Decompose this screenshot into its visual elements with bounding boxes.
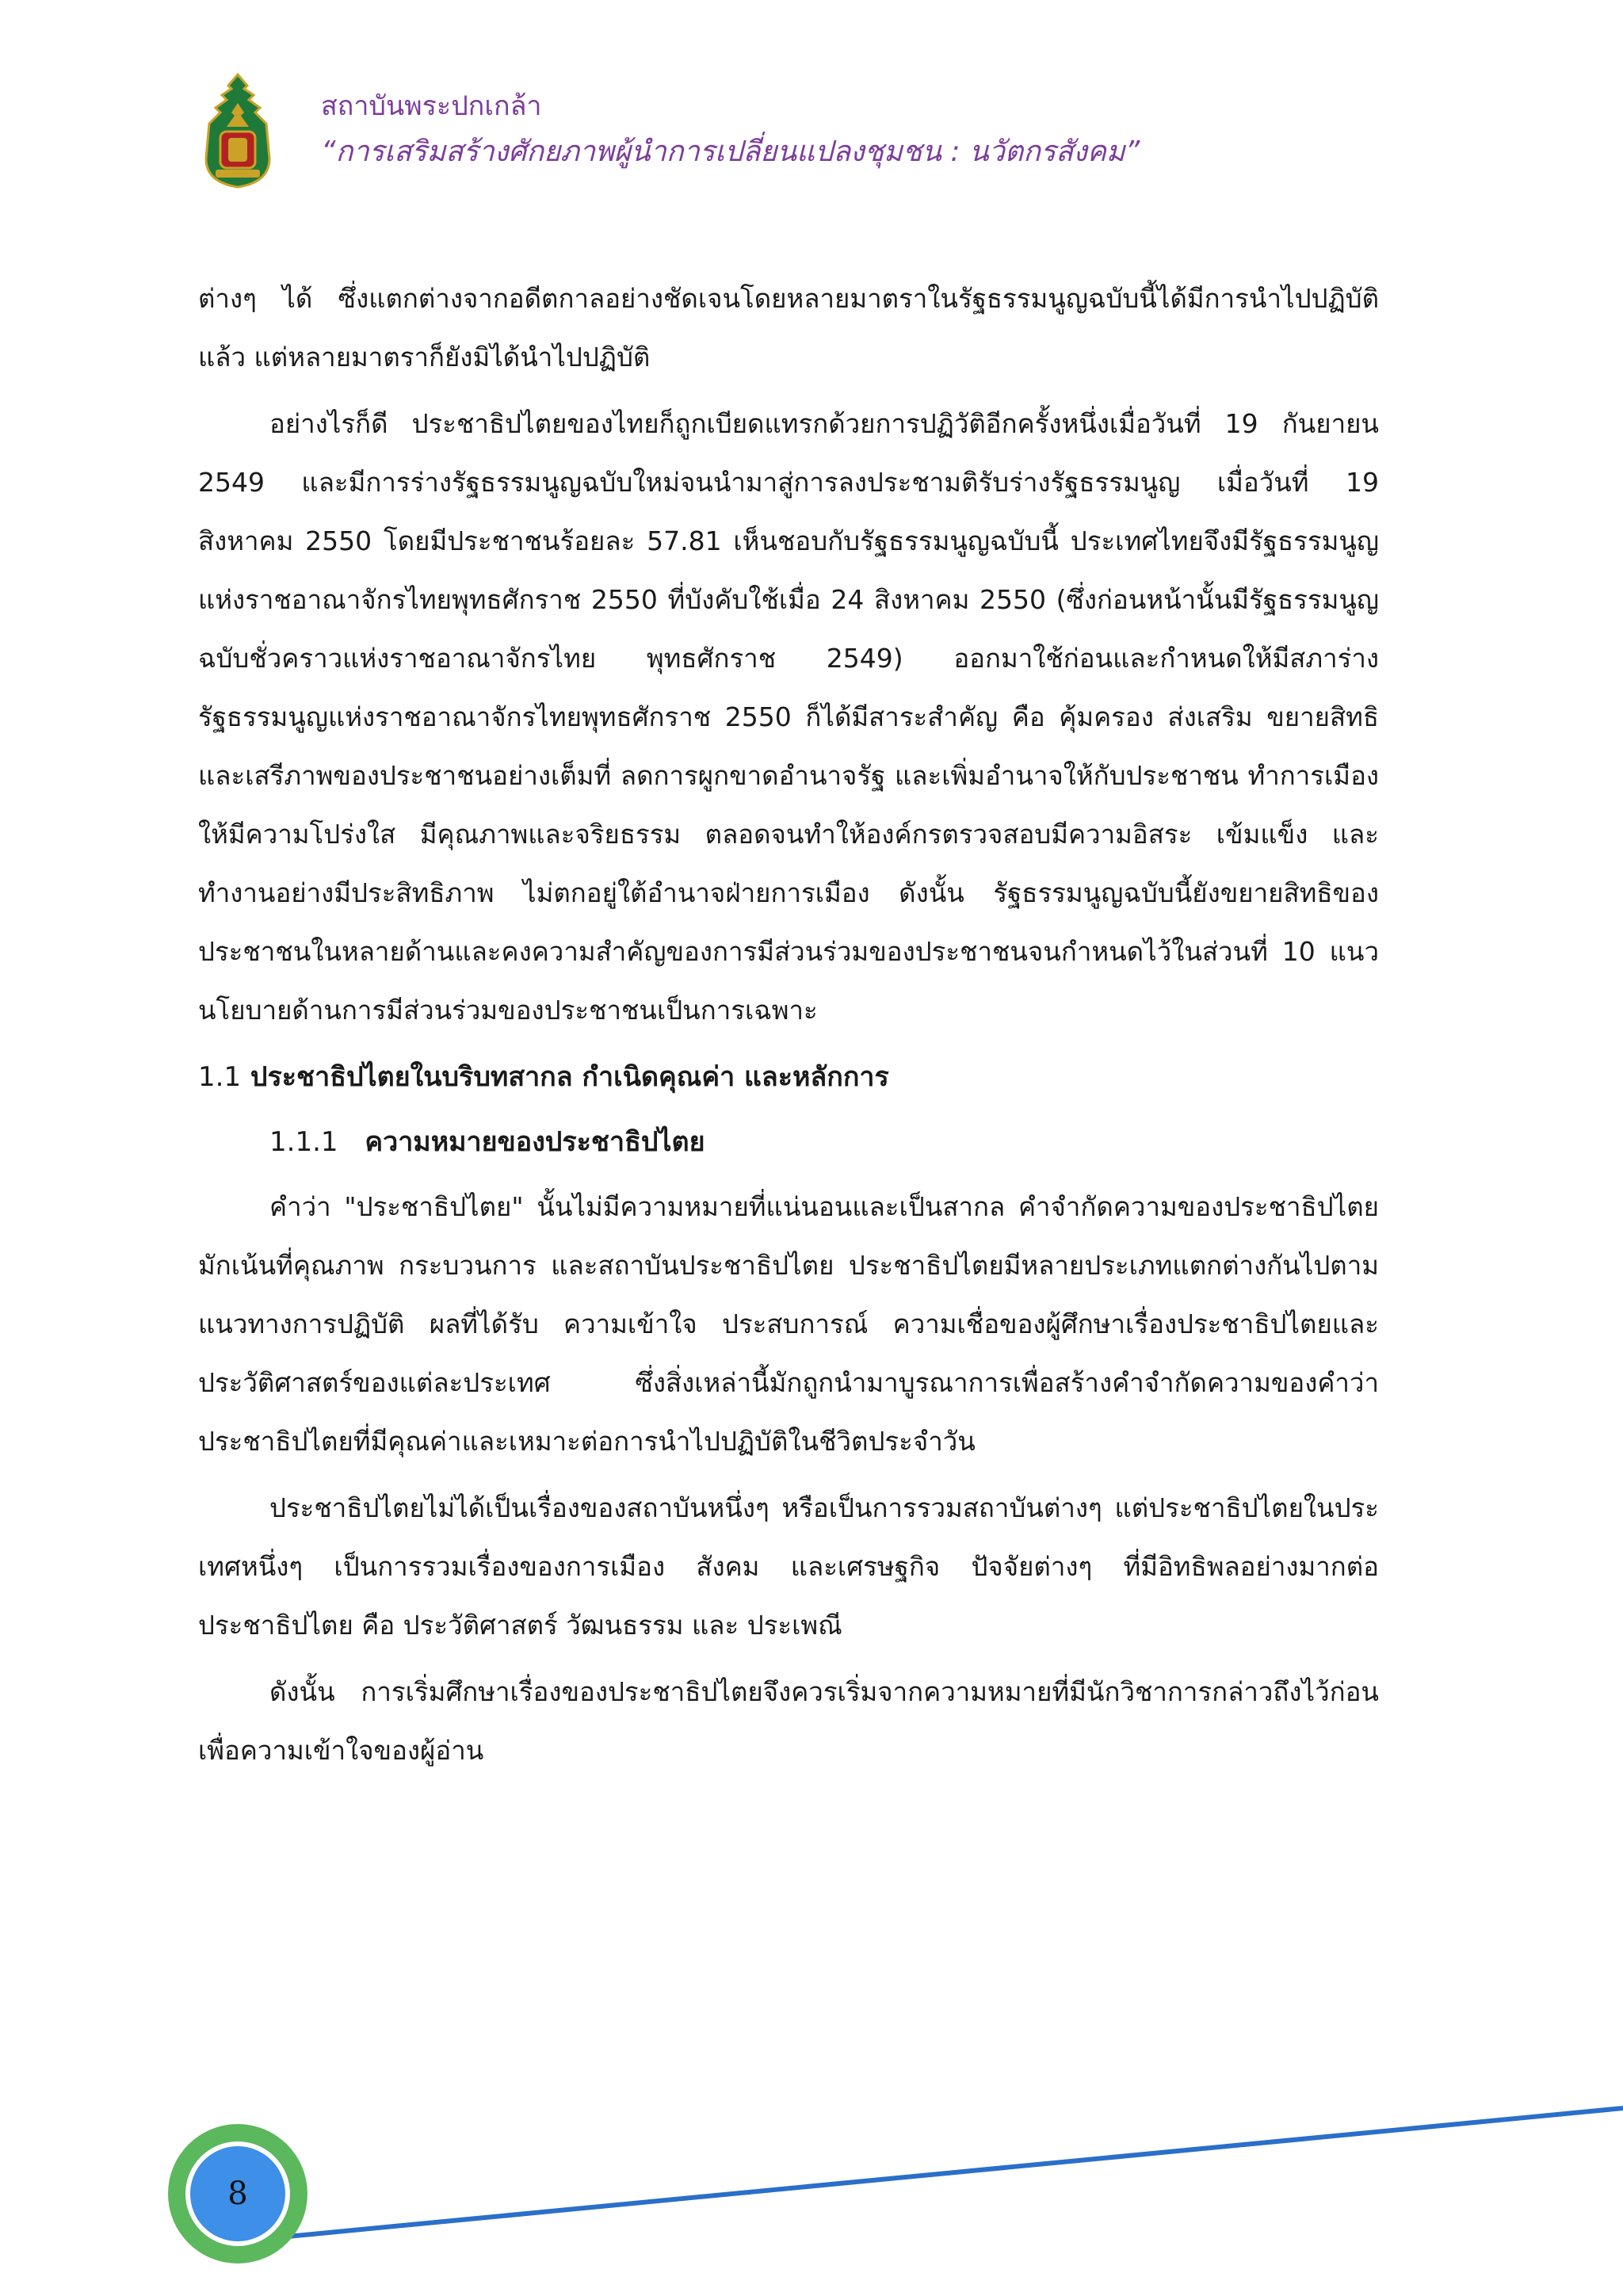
project-title: “การเสริมสร้างศักยภาพผู้นำการเปลี่ยนแปลงชุมชน : นวัตกรสังคม” <box>321 136 1140 168</box>
page-number: 8 <box>227 2176 248 2212</box>
subsection-title: ความหมายของประชาธิปไตย <box>365 1126 705 1158</box>
paragraph-5: ดังนั้น การเริ่มศึกษาเรื่องของประชาธิปไตยจึงควรเริ่มจากความหมายที่มีนักวิชาการกล่าวถึงไว้ก่อนเพื่อความเข้าใจของผู้อ่าน <box>198 1676 1379 1766</box>
paragraph-2: อย่างไรก็ดี ประชาธิปไตยของไทยก็ถูกเบียดแทรกด้วยการปฏิวัติอีกครั้งหนึ่งเมื่อวันที่ 19 กันยายน 2549 และมีการร่างรัฐธรรมนูญฉบับใหม่จนนำมาสู่การลงประชามติรับร่างรัฐธรรมนูญ เมื่อวันที่ 19 สิงหาคม 2550 โดยมีประชาชนร้อยละ 57.81 เห็นชอบกับรัฐธรรมนูญฉบับนี้ ประเทศไทยจึงมีรัฐธรรมนูญแห่งราชอาณาจักรไทยพุทธศักราช 2550 ที่บังคับใช้เมื่อ 24 สิงหาคม 2550 (ซึ่งก่อนหน้านั้นมีรัฐธรรมนูญฉบับชั่วคราวแห่งราชอาณาจักรไทย พุทธศักราช 2549) ออกมาใช้ก่อนและกำหนดให้มีสภาร่างรัฐธรรมนูญแห่งราชอาณาจักรไทยพุทธศักราช 2550 ก็ได้มีสาระสำคัญ คือ คุ้มครอง ส่งเสริม ขยายสิทธิและเสรีภาพของประชาชนอย่างเต็มที่ ลดการผูกขาดอำนาจรัฐ และเพิ่มอำนาจให้กับประชาชน ทำการเมืองให้มีความโปร่งใส มีคุณภาพและจริยธรรม ตลอดจนทำให้องค์กรตรวจสอบมีความอิสระ เข้มแข็ง และทำงานอย่างมีประสิทธิภาพ ไม่ตกอยู่ใต้อำนาจฝ่ายการเมือง ดังนั้น รัฐธรรมนูญฉบับนี้ยังขยายสิทธิของประชาชนในหลายด้านและคงความสำคัญของการมีส่วนร่วมของประชาชนจนกำหนดไว้ในส่วนที่ 10 แนวนโยบายด้านการมีส่วนร่วมของประชาชนเป็นการเฉพาะ <box>198 408 1379 1026</box>
page-number-badge-inner <box>185 2141 290 2246</box>
paragraph-4: ประชาธิปไตยไม่ได้เป็นเรื่องของสถาบันหนึ่งๆ หรือเป็นการรวมสถาบันต่างๆ แต่ประชาธิปไตยในประเทศหนึ่งๆ เป็นการรวมเรื่องของการเมือง สังคม และเศรษฐกิจ ปัจจัยต่างๆ ที่มีอิทธิพลอย่างมากต่อประชาธิปไตย คือ ประวัติศาสตร์ วัฒนธรรม และ ประเพณี <box>198 1492 1379 1641</box>
subsection-heading <box>269 1113 1379 1171</box>
institute-name: สถาบันพระปกเกล้า <box>321 90 542 122</box>
main-content <box>198 269 1379 1788</box>
subsection-number: 1.1.1 <box>269 1126 338 1158</box>
page-header <box>198 71 1545 206</box>
header-text <box>321 87 1140 173</box>
king-prajadhipok-institute-emblem-icon <box>198 71 277 190</box>
section-heading <box>198 1048 1379 1106</box>
page-number-badge <box>168 2124 307 2264</box>
paragraph-1: ต่างๆ ได้ ซึ่งแตกต่างจากอดีตกาลอย่างชัดเจนโดยหลายมาตราในรัฐธรรมนูญฉบับนี้ได้มีการนำไปปฏิบัติแล้ว แต่หลายมาตราก็ยังมิได้นำไปปฏิบัติ <box>198 283 1379 372</box>
section-title: ประชาธิปไตยในบริบทสากล กำเนิดคุณค่า และหลักการ <box>250 1061 889 1093</box>
paragraph-3: คำว่า "ประชาธิปไตย" นั้นไม่มีความหมายที่แน่นอนและเป็นสากล คำจำกัดความของประชาธิปไตยมักเน้นที่คุณภาพ กระบวนการ และสถาบันประชาธิปไตย ประชาธิปไตยมีหลายประเภทแตกต่างกันไปตามแนวทางการปฏิบัติ ผลที่ได้รับ ความเข้าใจ ประสบการณ์ ความเชื่อของผู้ศึกษาเรื่องประชาธิปไตยและประวัติศาสตร์ของแต่ละประเทศ ซึ่งสิ่งเหล่านี้มักถูกนำมาบูรณาการเพื่อสร้างคำจำกัดความของคำว่า ประชาธิปไตยที่มีคุณค่าและเหมาะต่อการนำไปปฏิบัติในชีวิตประจำวัน <box>198 1191 1379 1457</box>
section-number: 1.1 <box>198 1061 242 1093</box>
